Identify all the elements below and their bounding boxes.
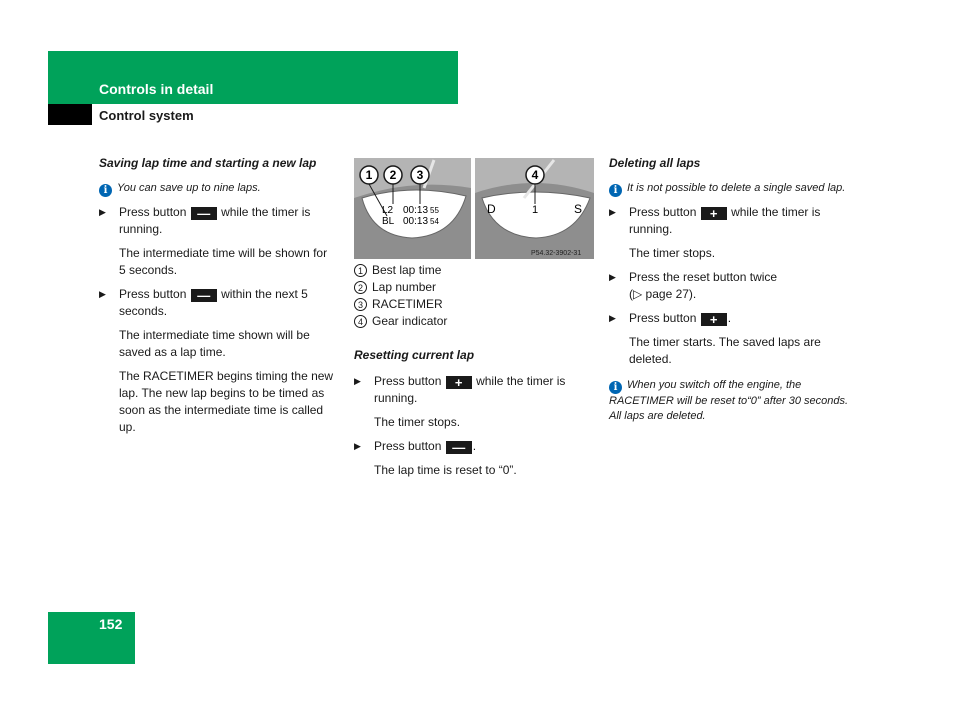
info-icon: i: [609, 184, 622, 197]
paragraph: The timer starts. The saved laps are deleted.: [629, 335, 821, 366]
step-press-minus: [99, 204, 337, 238]
step-text: .: [472, 439, 477, 453]
triangle-bullet-icon: ▶: [354, 376, 361, 386]
heading-saving-lap: Saving lap time and starting a new lap: [99, 156, 317, 170]
page-number: 152: [99, 616, 123, 632]
paragraph: The intermediate time shown will be saved as a lap time.: [119, 328, 310, 359]
note-single-lap: [609, 181, 849, 197]
plus-button-icon: +: [446, 376, 472, 389]
gear-mid: 1: [532, 204, 539, 216]
figure-ref-code: P54.32-3902-31: [531, 250, 582, 257]
step-text: Press button: [119, 287, 187, 301]
column-right: [609, 155, 849, 431]
step-text: while the timer is running.: [374, 374, 566, 405]
note-text: When you switch off the engine, the RACETIMER will be reset to“0” after 30 seconds. All laps are deleted.: [609, 379, 849, 422]
column-left: [99, 155, 337, 443]
step-text: Press button: [629, 205, 697, 219]
lap-time-2: 00:13: [403, 216, 429, 227]
lap-label-1: L2: [382, 205, 394, 216]
paragraph: The lap time is reset to “0”.: [374, 463, 517, 477]
lap-label-2: BL: [382, 216, 395, 227]
lap-hundredths-2: 54: [430, 217, 439, 226]
step-text: Press button: [119, 205, 187, 219]
callout-2: 2: [389, 168, 397, 182]
step-text: Press button: [374, 439, 442, 453]
triangle-bullet-icon: ▶: [99, 207, 106, 217]
note-nine-laps: [99, 181, 337, 197]
legend-number: 2: [354, 281, 367, 294]
legend-text: Lap number: [372, 280, 437, 294]
step-press-plus: [354, 373, 594, 407]
triangle-bullet-icon: ▶: [354, 441, 361, 451]
column-middle: [354, 262, 594, 486]
callout-3: 3: [416, 168, 424, 182]
callout-1: 1: [365, 168, 373, 182]
paragraph: The intermediate time will be shown for 5 seconds.: [119, 246, 328, 277]
triangle-bullet-icon: ▶: [609, 207, 616, 217]
section-title: Controls in detail: [99, 81, 214, 97]
step-text: Press button: [629, 311, 697, 325]
legend-number: 3: [354, 298, 367, 311]
legend-item: [354, 313, 594, 330]
step-text: Press button: [374, 374, 442, 388]
legend-number: 1: [354, 264, 367, 277]
note-engine-off: [609, 378, 849, 424]
step-press-minus-again: [99, 286, 337, 320]
step-text: while the timer is running.: [119, 205, 311, 236]
plus-button-icon: +: [701, 313, 727, 326]
legend-item: [354, 296, 594, 313]
gear-right: S: [574, 202, 583, 216]
legend-text: Gear indicator: [372, 314, 448, 328]
paragraph: The timer stops.: [629, 246, 716, 260]
legend-item: [354, 262, 594, 279]
minus-button-icon: —: [191, 289, 217, 302]
plus-button-icon: +: [701, 207, 727, 220]
info-icon: i: [99, 184, 112, 197]
triangle-bullet-icon: ▶: [609, 313, 616, 323]
lap-time-1: 00:13: [403, 205, 429, 216]
gear-left: D: [487, 202, 496, 216]
heading-resetting-lap: Resetting current lap: [354, 348, 475, 362]
section-tab-marker: [48, 104, 92, 125]
step-text: within the next 5 seconds.: [119, 287, 308, 318]
triangle-bullet-icon: ▶: [99, 289, 106, 299]
legend-number: 4: [354, 315, 367, 328]
step-text: .: [727, 311, 732, 325]
lap-hundredths-1: 55: [430, 206, 439, 215]
page-reference: (▷ page 27).: [629, 287, 697, 301]
step-press-minus: [354, 438, 594, 455]
note-text: It is not possible to delete a single saved lap.: [627, 182, 846, 194]
minus-button-icon: —: [191, 207, 217, 220]
info-icon: i: [609, 381, 622, 394]
heading-deleting-laps: Deleting all laps: [609, 156, 701, 170]
step-text: while the timer is running.: [629, 205, 821, 236]
paragraph: The RACETIMER begins timing the new lap. The new lap begins to be timed as soon as the intermediate time is called up.: [119, 369, 334, 434]
legend-text: RACETIMER: [372, 297, 443, 311]
step-text: Press the reset button twice: [629, 270, 778, 284]
racetimer-display-figure: [354, 158, 594, 259]
note-text: You can save up to nine laps.: [117, 182, 261, 194]
step-press-reset-twice: [609, 269, 849, 303]
callout-4: 4: [531, 168, 539, 182]
legend-text: Best lap time: [372, 263, 442, 277]
step-press-plus-again: [609, 310, 849, 327]
step-press-plus: [609, 204, 849, 238]
legend-item: [354, 279, 594, 296]
minus-button-icon: —: [446, 441, 472, 454]
subsection-title: Control system: [99, 108, 194, 123]
paragraph: The timer stops.: [374, 415, 461, 429]
triangle-bullet-icon: ▶: [609, 272, 616, 282]
figure-legend: [354, 262, 594, 330]
